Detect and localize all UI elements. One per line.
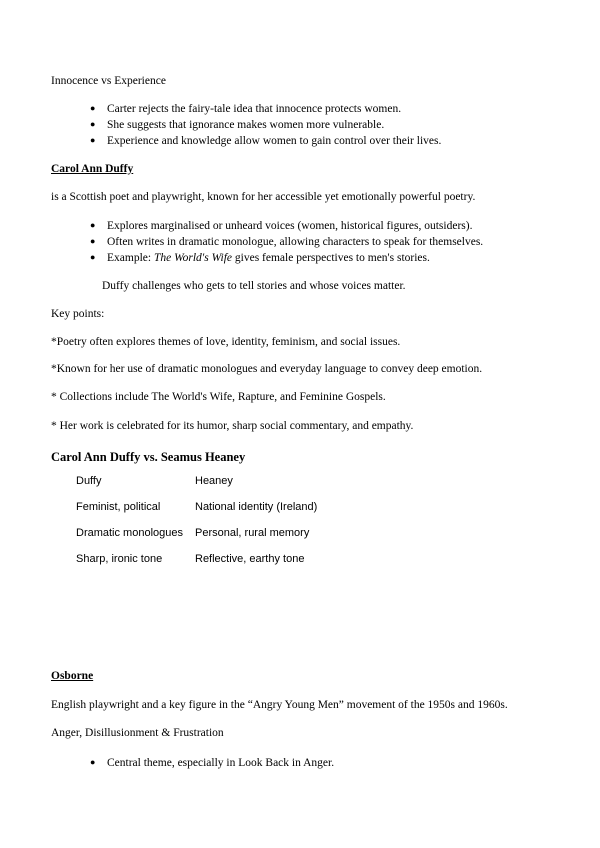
key-point: *Known for her use of dramatic monologues and everyday language to convey deep emotion. (51, 363, 483, 375)
list-item (90, 133, 441, 148)
table-cell: Feminist, political (76, 501, 161, 513)
list-item (90, 755, 334, 770)
osborne-theme: Anger, Disillusionment & Frustration (51, 727, 224, 739)
duffy-intro: is a Scottish poet and playwright, known for her accessible yet emotionally powerful poetry. (51, 191, 476, 203)
key-point: *Poetry often explores themes of love, identity, feminism, and social issues. (51, 336, 401, 348)
list-item-text: Central theme, especially in Look Back in Anger. (107, 757, 335, 769)
example-title: The World's Wife (153, 252, 233, 264)
bullet-icon: ● (90, 119, 96, 129)
bullet-icon: ● (90, 252, 96, 262)
key-points-label: Key points: (51, 308, 105, 320)
section-title-innocence: Innocence vs Experience (51, 75, 166, 87)
list-item-text: Often writes in dramatic monologue, allowing characters to speak for themselves. (107, 236, 484, 248)
list-item (90, 250, 430, 265)
list-item (90, 234, 483, 249)
table-cell: Reflective, earthy tone (195, 553, 305, 565)
key-point: * Collections include The World's Wife, Rapture, and Feminine Gospels. (51, 391, 386, 403)
table-cell: Duffy (76, 475, 102, 487)
list-item-text: Carter rejects the fairy-tale idea that innocence protects women. (107, 103, 402, 115)
bullet-icon: ● (90, 103, 96, 113)
list-item (90, 218, 472, 233)
section-heading-osborne: Osborne (51, 670, 94, 682)
list-item-text: Explores marginalised or unheard voices (women, historical figures, outsiders). (107, 220, 473, 232)
table-cell: Sharp, ironic tone (76, 553, 163, 565)
list-item (90, 101, 401, 116)
bullet-icon: ● (90, 236, 96, 246)
key-point: * Her work is celebrated for its humor, sharp social commentary, and empathy. (51, 420, 414, 432)
bullet-icon: ● (90, 220, 96, 230)
list-item (90, 117, 384, 132)
bullet-icon: ● (90, 757, 96, 767)
comparison-heading: Carol Ann Duffy vs. Seamus Heaney (51, 450, 246, 464)
table-cell: Heaney (195, 475, 233, 487)
example-prefix: Example: (107, 252, 154, 264)
table-cell: Personal, rural memory (195, 527, 310, 539)
list-item-text: She suggests that ignorance makes women more vulnerable. (107, 119, 385, 131)
example-suffix: gives female perspectives to men's stories. (232, 252, 430, 264)
duffy-summary: Duffy challenges who gets to tell stories and whose voices matter. (102, 280, 406, 292)
bullet-icon: ● (90, 135, 96, 145)
osborne-intro: English playwright and a key figure in the “Angry Young Men” movement of the 1950s and 1960s. (51, 699, 508, 711)
section-heading-duffy: Carol Ann Duffy (51, 163, 134, 175)
table-cell: Dramatic monologues (76, 527, 183, 539)
table-cell: National identity (Ireland) (195, 501, 318, 513)
list-item-text: Experience and knowledge allow women to gain control over their lives. (107, 135, 442, 147)
